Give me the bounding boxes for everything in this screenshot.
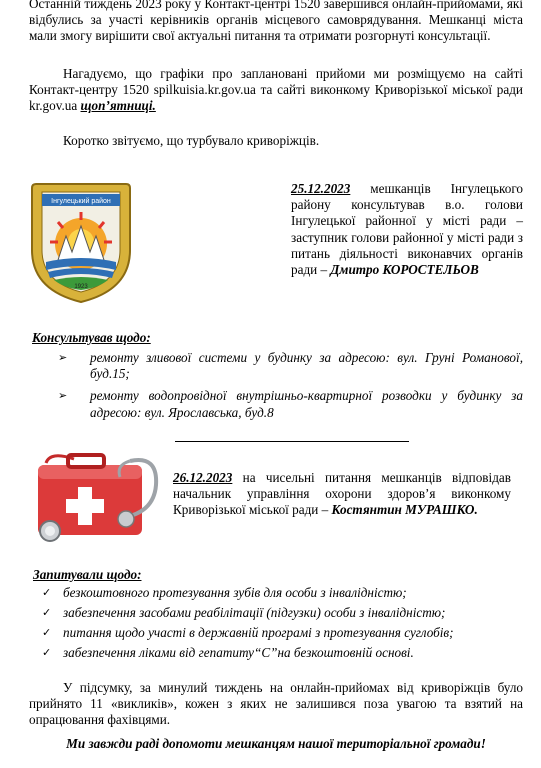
bullet-icon: ➢: [58, 352, 68, 364]
schedule-text: Нагадуємо, що графіки про заплановані прийоми ми розміщуємо на сайті Контакт-центру 1520 spilkuisia.kr.gov.ua та сайті виконкому Криворізької міської ради kr.gov.ua: [29, 66, 523, 114]
asked-item-4: забезпечення ліками від гепатиту“С”на безкоштовній основі.: [63, 645, 414, 660]
entry-1: [291, 181, 523, 278]
list-item: [48, 350, 523, 382]
closing-line: Ми завжди раді допомоти мешканцям нашої територіальної громади!: [66, 736, 486, 751]
entry-2-person: Костянтин МУРАШКО.: [331, 502, 478, 518]
consult-item-2: ремонту водопровідної внутрішньо-квартирної розводки у будинку за адресою: вул. Ярославська, буд.8: [90, 388, 523, 420]
entry-1-person: Дмитро КОРОСТЕЛЬОВ: [330, 262, 479, 278]
check-icon: ✓: [42, 627, 52, 639]
consult-item-1: ремонту зливової системи у будинку за адресою: вул. Груні Романової, буд.15;: [90, 350, 523, 382]
district-emblem: [28, 180, 134, 305]
entry-1-text: мешканців Інгулецького району консультував в.о. голови Інгулецької районної у місті ради – заступник голови районної у місті ради з питань діяльності виконавчих органів ради –: [291, 181, 523, 278]
asked-item-3: питання щодо участі в державній програмі з протезування суглобів;: [63, 625, 454, 640]
list-item: [33, 643, 513, 663]
summary-paragraph: У підсумку, за минулий тиждень на онлайн-прийомах від криворіжців було прийнято 11 «викликів», кожен з яких не залишився поза увагою та взятий на опрацювання фахівцями.: [29, 680, 523, 728]
check-icon: ✓: [42, 587, 52, 599]
list-item: [33, 623, 513, 643]
asked-item-2: забезпечення засобами реабілітації (підгузки) особи з інвалідністю;: [63, 605, 446, 620]
bullet-icon: ➢: [58, 390, 68, 403]
emblem-district-name: Інгулецький район: [51, 198, 111, 205]
emblem-year: 1923: [74, 284, 88, 290]
report-intro: Коротко звітуємо, що турбувало криворіжців.: [63, 133, 320, 148]
consult-heading: Консультував щодо:: [32, 330, 151, 345]
consult-list: [58, 350, 523, 421]
check-icon: ✓: [42, 647, 52, 659]
first-aid-kit-icon: [30, 445, 163, 542]
schedule-day: щоп’ятниці.: [80, 98, 156, 114]
entry-2-text: на чисельні питання мешканців відповідав начальник управління охорони здоров’я виконкому Криворізької міської ради –: [173, 470, 511, 518]
list-item: [33, 583, 513, 603]
check-icon: ✓: [42, 607, 52, 619]
entry-2: [173, 470, 511, 519]
intro-paragraph: Останній тиждень 2023 року у Контакт-центрі 1520 завершився онлайн-прийомами, які відбулись за участі керівників органів місцевого самоврядування. Мешканці міста мали змогу вирішити свої актуальні питання та отримати розгорнуті консультації.: [29, 0, 523, 44]
asked-heading: Запитували щодо:: [33, 567, 142, 582]
schedule-paragraph: [29, 66, 523, 115]
asked-item-1: безкоштовного протезування зубів для особи з інвалідністю;: [63, 585, 407, 600]
list-item: [48, 388, 523, 420]
section-divider: [175, 441, 409, 442]
list-item: [33, 603, 513, 623]
asked-list: [33, 583, 513, 663]
entry-2-date: 26.12.2023: [173, 470, 233, 485]
entry-1-date: 25.12.2023: [291, 181, 351, 196]
